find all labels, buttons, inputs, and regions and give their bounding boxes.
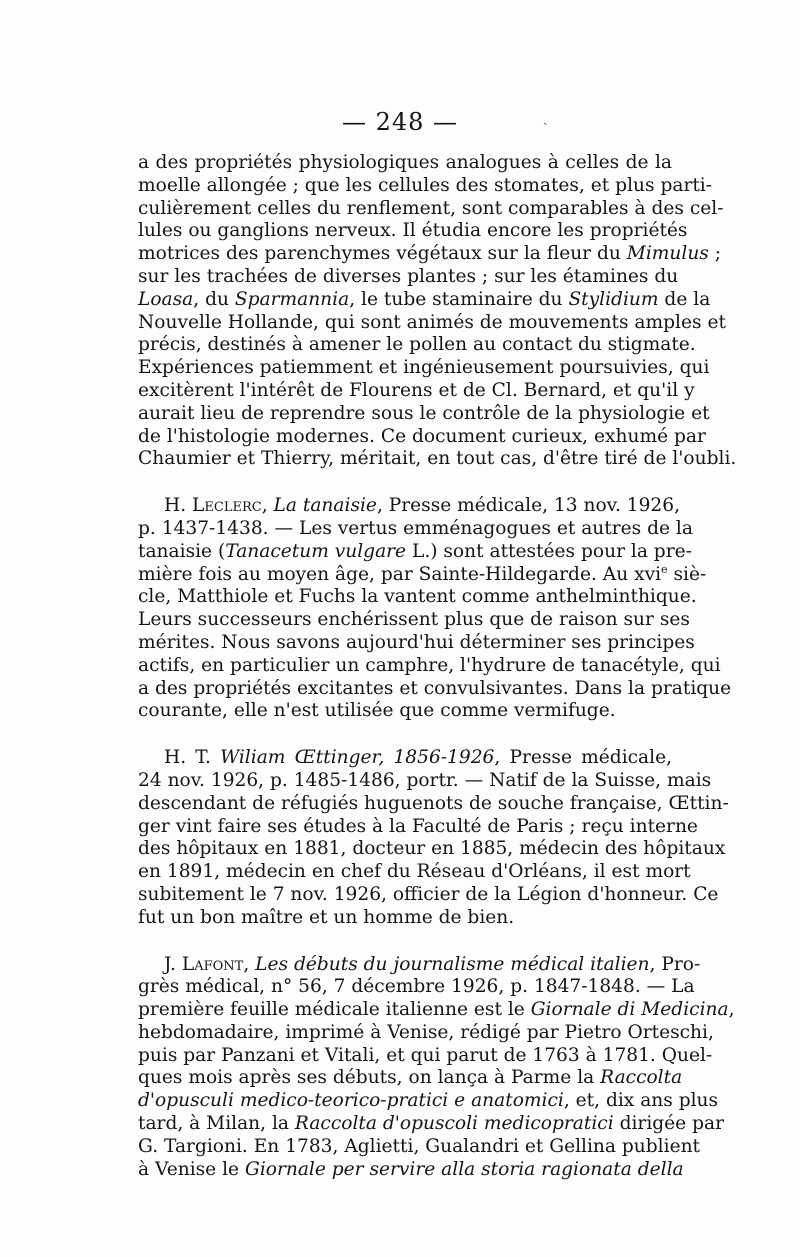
text-line <box>138 1135 701 1159</box>
text-run: a des propriétés excitantes et convulsivantes. Dans la pratique <box>138 677 732 699</box>
paragraph <box>138 747 729 929</box>
italic-text: d'opusculi medico-teorico-pratici e anatomici <box>138 1090 564 1112</box>
text-line <box>138 953 701 977</box>
paragraph <box>138 495 732 723</box>
text-line <box>138 586 697 609</box>
text-line <box>138 540 692 564</box>
text-line <box>138 1021 714 1045</box>
text-run: à Venise le <box>138 1158 245 1180</box>
text-run: a des propriétés physiologiques analogues à celles de la <box>138 152 672 173</box>
italic-text: Raccolta <box>600 1067 683 1089</box>
text-run: , Presse médicale, <box>494 747 672 769</box>
text-run: H. <box>164 495 193 517</box>
italic-text: Giornale di Medicina <box>530 999 729 1021</box>
text-line <box>138 220 688 243</box>
text-line <box>138 999 735 1022</box>
paragraph <box>138 953 735 1182</box>
italic-text: Raccolta d'opuscoli medicopratici <box>294 1113 614 1135</box>
italic-text: Giornale per servire alla storia ragionata della <box>244 1158 684 1180</box>
text-line <box>138 1158 684 1182</box>
text-run: sur les trachées de diverses plantes ; sur les étamines du <box>138 265 679 287</box>
text-line <box>138 1067 683 1090</box>
text-line <box>138 288 711 312</box>
text-line <box>138 402 710 426</box>
text-run: J. <box>164 953 182 975</box>
text-line <box>138 357 710 380</box>
text-run: excitèrent l'intérêt de Flourens et de Cl. Bernard, et qu'il y <box>138 379 695 401</box>
text-run: en 1891, médecin en chef du Réseau d'Orléans, il est mort <box>138 861 691 883</box>
text-line <box>138 379 695 403</box>
text-line <box>138 815 698 839</box>
text-run: , <box>728 999 735 1021</box>
text-run: courante, elle n'est utilisée que comme vermifuge. <box>138 700 616 722</box>
text-run: lules ou ganglions nerveux. Il étudia encore les propriétés <box>138 220 688 242</box>
text-run: siè- <box>667 563 707 585</box>
text-run: fut un bon maître et un homme de bien. <box>138 906 515 928</box>
italic-text: Loasa <box>138 288 194 310</box>
text-run: grès médical, n° 56, 7 décembre 1926, p. 1847-1848. — La <box>138 976 695 998</box>
text-line <box>138 838 726 861</box>
text-run: hebdomadaire, imprimé à Venise, rédigé par Pietro Orteschi, <box>138 1021 714 1043</box>
text-line <box>138 677 732 701</box>
text-run: , le tube staminaire du <box>349 288 569 310</box>
paragraph-gap <box>138 723 672 747</box>
text-run: Chaumier et Thierry, méritait, en tout cas, d'être tiré de l'oubli. <box>138 448 737 470</box>
text-run: e <box>661 562 668 576</box>
text-line <box>138 609 690 632</box>
italic-text: Tanacetum vulgare <box>225 540 407 562</box>
text-line <box>138 197 724 221</box>
text-run: , Presse médicale, 13 nov. 1926, <box>376 495 681 517</box>
italic-text: Stylidium <box>568 288 659 310</box>
text-line <box>138 152 672 175</box>
text-line <box>138 883 719 907</box>
text-line <box>138 907 672 930</box>
text-run: précis, destinés à amener le pollen au contact du stigmate. <box>138 334 696 356</box>
text-line <box>138 700 672 723</box>
paragraph-gap <box>138 471 672 495</box>
text-line <box>138 1113 724 1136</box>
text-run: de la <box>658 288 711 310</box>
text-run: tard, à Milan, la <box>138 1113 295 1135</box>
paragraph <box>138 152 737 471</box>
text-line <box>138 976 695 999</box>
text-line <box>138 1044 713 1068</box>
text-line <box>138 311 726 335</box>
text-line <box>138 174 713 198</box>
body-text <box>138 152 737 1181</box>
text-line <box>138 562 707 587</box>
text-run: moelle allongée ; que les cellules des stomates, et plus parti- <box>138 174 713 196</box>
small-caps-name: Leclerc <box>192 495 262 517</box>
text-run: p. 1437-1438. — Les vertus emménagogues et autres de la <box>138 517 693 539</box>
text-run: 24 nov. 1926, p. 1485-1486, portr. — Natif de la Suisse, mais <box>138 769 712 791</box>
text-run: , du <box>193 288 235 310</box>
text-line <box>138 631 695 655</box>
text-line <box>138 425 706 449</box>
text-run: G. Targioni. En 1783, Aglietti, Gualandri et Gellina publient <box>138 1135 701 1157</box>
text-line <box>138 517 693 541</box>
text-run: , et, dix ans plus <box>563 1090 719 1112</box>
text-run: des hôpitaux en 1881, docteur en 1885, médecin des hôpitaux <box>138 838 726 860</box>
text-run: Leurs successeurs enchérissent plus que de raison sur ses <box>138 609 690 631</box>
text-run: Nouvelle Hollande, qui sont animés de mouvements amples et <box>138 311 726 333</box>
text-line <box>138 448 737 471</box>
text-run: subitement le 7 nov. 1926, officier de la Légion d'honneur. Ce <box>138 883 719 905</box>
italic-text: Les débuts du journalisme médical italien <box>255 953 650 975</box>
text-run: cle, Matthiole et Fuchs la vantent comme anthelminthique. <box>138 586 697 608</box>
text-run: mière fois au moyen âge, par Sainte-Hildegarde. Au xvi <box>138 563 662 585</box>
text-run: dirigée par <box>613 1113 724 1135</box>
text-run: aurait lieu de reprendre sous le contrôle de la physiologie et <box>138 402 710 424</box>
small-caps-name: Lafont <box>181 953 244 975</box>
text-run: Expériences patiemment et ingénieusement poursuivies, qui <box>138 357 710 379</box>
print-mark: ˏ <box>543 110 548 126</box>
text-line <box>138 792 729 816</box>
text-run: L.) sont attestées pour la pre- <box>406 540 692 562</box>
text-run: puis par Panzani et Vitali, et qui parut de 1763 à 1781. Quel- <box>138 1044 713 1066</box>
text-run: , Pro- <box>649 953 701 975</box>
text-run: descendant de réfugiés huguenots de souche française, Œttin- <box>138 792 729 814</box>
text-line <box>138 861 691 884</box>
text-line <box>138 654 721 678</box>
text-run: ques mois après ses débuts, on lança à Parme la <box>138 1067 601 1089</box>
paragraph-gap <box>138 930 672 954</box>
text-run: ger vint faire ses études à la Faculté de Paris ; reçu interne <box>138 815 698 837</box>
italic-text: La tanaisie <box>273 495 377 517</box>
text-run: tanaisie ( <box>138 540 226 562</box>
text-run: actifs, en particulier un camphre, l'hydrure de tanacétyle, qui <box>138 654 721 676</box>
text-line <box>138 1090 719 1113</box>
text-run: , <box>243 953 256 975</box>
text-run: culièrement celles du renflement, sont comparables à des cel- <box>138 197 724 219</box>
text-run: H. T. <box>164 747 221 769</box>
italic-text: Wiliam Œttinger, 1856-1926 <box>220 747 495 769</box>
page-number: — 248 — <box>341 108 459 136</box>
text-run: de l'histologie modernes. Ce document curieux, exhumé par <box>138 425 706 447</box>
italic-text: Sparmannia <box>234 288 350 310</box>
text-run: première feuille médicale italienne est le <box>138 999 531 1021</box>
text-run: ; <box>708 243 722 265</box>
text-line <box>138 243 722 266</box>
text-run: , <box>261 495 274 517</box>
text-run: motrices des parenchymes végétaux sur la fleur du <box>138 243 627 265</box>
text-run: mérites. Nous savons aujourd'hui déterminer ses principes <box>138 631 695 653</box>
text-line <box>138 495 681 518</box>
text-line <box>138 334 696 357</box>
text-line <box>138 769 712 793</box>
text-line <box>138 265 679 289</box>
italic-text: Mimulus <box>626 243 709 265</box>
text-line <box>138 747 672 770</box>
